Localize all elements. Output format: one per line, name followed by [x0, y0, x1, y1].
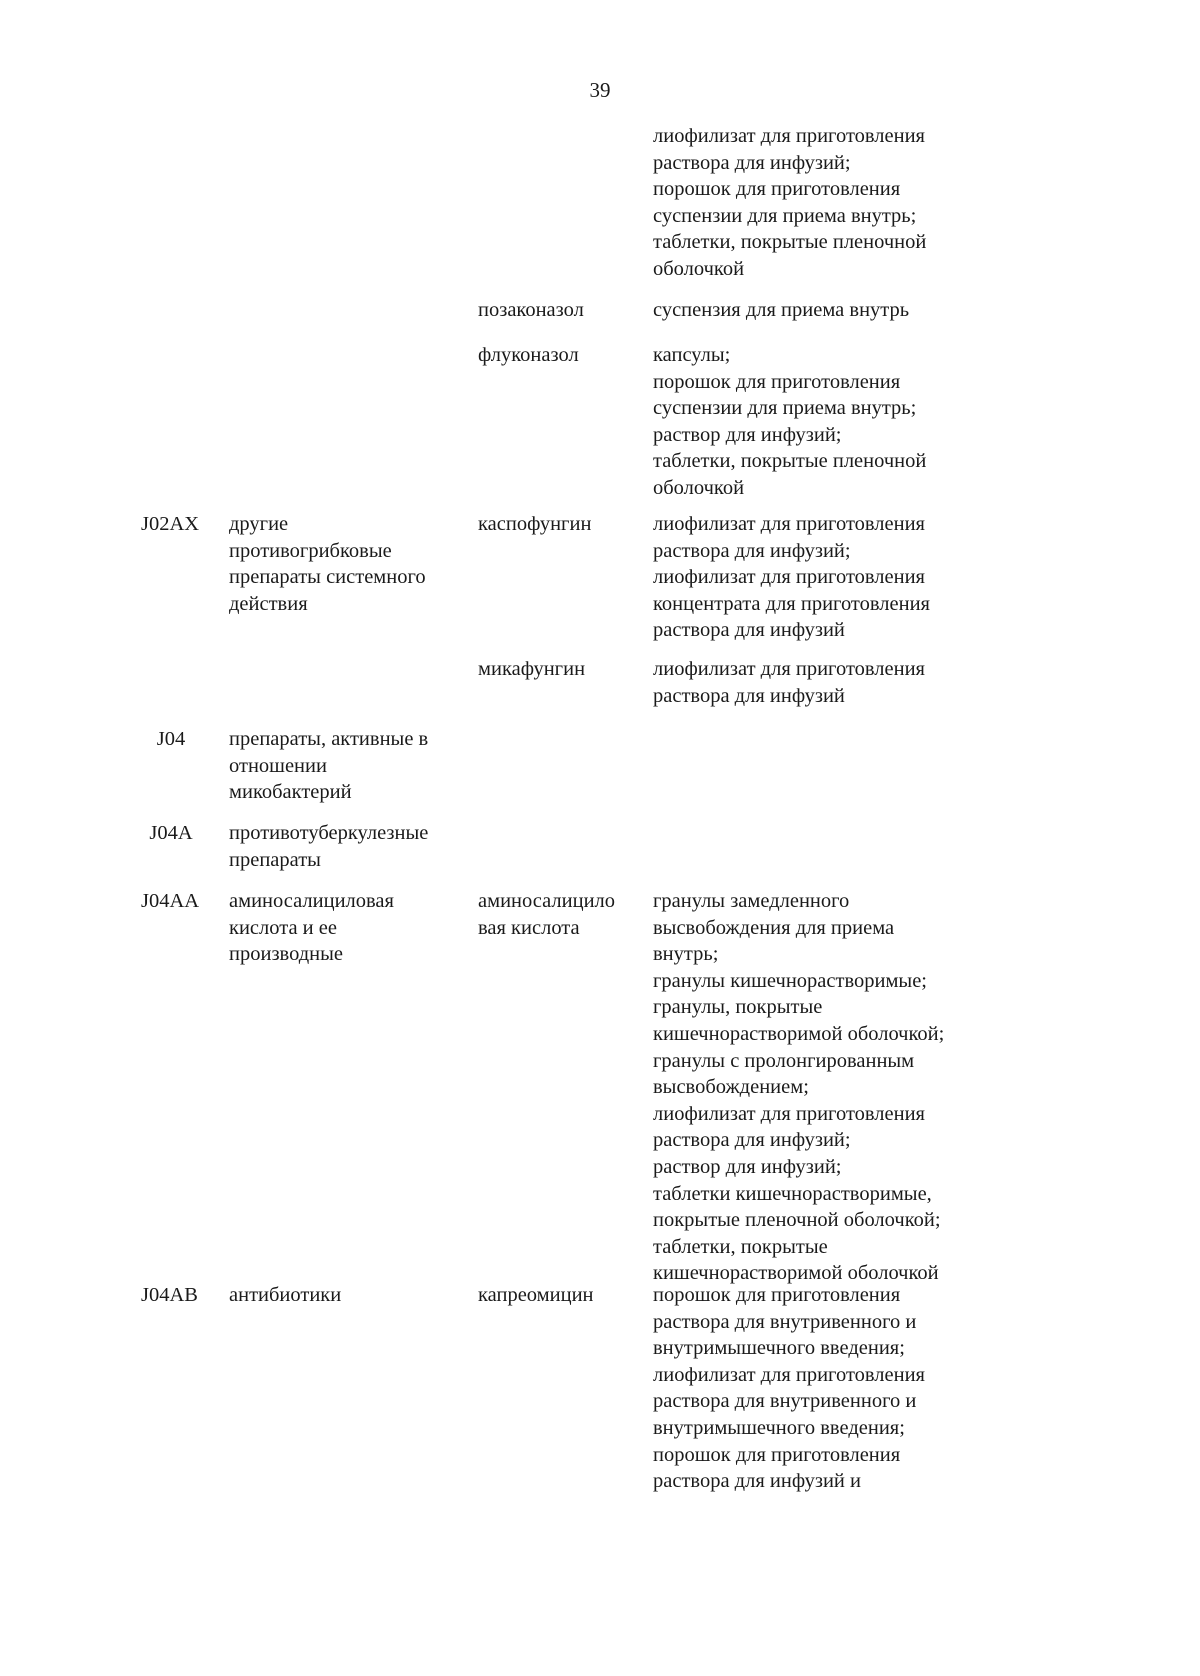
drug-name: [478, 297, 648, 324]
pharmacological-group-line: противогрибковые: [229, 539, 392, 562]
dosage-forms: [653, 511, 1093, 644]
pharmacological-group: [229, 1282, 459, 1309]
drug-name: [478, 342, 648, 369]
dosage-forms-line: раствора для инфузий;: [653, 539, 851, 562]
dosage-forms-line: порошок для приготовления: [653, 178, 901, 201]
drug-name: [478, 656, 648, 683]
dosage-forms-line: покрытые пленочной оболочкой;: [653, 1209, 941, 1232]
dosage-forms: [653, 123, 1093, 283]
drug-name-line: микафунгин: [478, 658, 586, 680]
atc-code: J02AX: [141, 513, 200, 535]
pharmacological-group: [229, 820, 459, 873]
atc-code: J04: [156, 728, 186, 750]
dosage-forms-line: лиофилизат для приготовления: [653, 125, 925, 147]
pharmacological-group-line: действия: [229, 592, 308, 615]
drug-name: [478, 888, 648, 941]
pharmacological-group-line: антибиотики: [229, 1284, 342, 1306]
dosage-forms-line: раствора для инфузий: [653, 619, 845, 642]
dosage-forms-line: гранулы кишечнорастворимые;: [653, 969, 927, 992]
dosage-forms-line: раствор для инфузий;: [653, 1155, 842, 1178]
dosage-forms-line: раствора для инфузий;: [653, 151, 851, 174]
dosage-forms-line: капсулы;: [653, 344, 731, 366]
dosage-forms-line: суспензии для приема внутрь;: [653, 204, 917, 227]
pharmacological-group: [229, 726, 459, 806]
dosage-forms-line: раствора для внутривенного и: [653, 1390, 917, 1413]
dosage-forms-line: таблетки, покрытые пленочной: [653, 450, 927, 473]
drug-name-line: аминосалицило: [478, 890, 616, 912]
atc-code: J04AB: [141, 1284, 198, 1306]
dosage-forms-line: кишечнорастворимой оболочкой;: [653, 1022, 945, 1045]
dosage-forms-line: гранулы замедленного: [653, 890, 850, 912]
dosage-forms-line: таблетки, покрытые: [653, 1235, 828, 1258]
dosage-forms-line: раствора для внутривенного и: [653, 1310, 917, 1333]
dosage-forms-line: гранулы с пролонгированным: [653, 1049, 915, 1072]
dosage-forms-line: раствора для инфузий и: [653, 1470, 861, 1493]
dosage-forms-line: раствор для инфузий;: [653, 423, 842, 446]
drug-name: [478, 511, 648, 538]
pharmacological-group: [229, 888, 459, 968]
pharmacological-group-line: препараты системного: [229, 566, 426, 589]
dosage-forms-line: концентрата для приготовления: [653, 592, 930, 615]
drug-name-line: вая кислота: [478, 916, 580, 939]
drug-name-line: флуконазол: [478, 344, 579, 366]
atc-code: J04AA: [141, 890, 200, 912]
dosage-forms: [653, 888, 1093, 1287]
pharmacological-group-line: противотуберкулезные: [229, 822, 429, 844]
pharmacological-group-line: другие: [229, 513, 289, 535]
dosage-forms-line: внутримышечного введения;: [653, 1416, 905, 1439]
drug-name-line: позаконазол: [478, 299, 584, 321]
dosage-forms-line: таблетки, покрытые пленочной: [653, 231, 927, 254]
dosage-forms-line: высвобождением;: [653, 1076, 809, 1099]
dosage-forms-line: оболочкой: [653, 476, 745, 499]
page-number: 39: [589, 78, 611, 102]
dosage-forms-line: гранулы, покрытые: [653, 996, 823, 1019]
dosage-forms-line: раствора для инфузий;: [653, 1129, 851, 1152]
drug-name-line: каспофунгин: [478, 513, 592, 535]
pharmacological-group-line: производные: [229, 943, 344, 966]
pharmacological-group-line: аминосалициловая: [229, 890, 394, 912]
drug-name: [478, 1282, 648, 1309]
dosage-forms-line: суспензии для приема внутрь;: [653, 397, 917, 420]
dosage-forms-line: суспензия для приема внутрь: [653, 299, 910, 321]
dosage-forms-line: лиофилизат для приготовления: [653, 513, 925, 535]
pharmacological-group-line: микобактерий: [229, 781, 352, 804]
dosage-forms-line: порошок для приготовления: [653, 1284, 901, 1306]
dosage-forms-line: порошок для приготовления: [653, 370, 901, 393]
dosage-forms-line: высвобождения для приема: [653, 916, 895, 939]
dosage-forms: [653, 1282, 1093, 1495]
dosage-forms-line: оболочкой: [653, 257, 745, 280]
dosage-forms: [653, 656, 1093, 709]
drug-name-line: капреомицин: [478, 1284, 594, 1306]
pharmacological-group: [229, 511, 459, 617]
pharmacological-group-line: отношении: [229, 754, 327, 777]
dosage-forms-line: лиофилизат для приготовления: [653, 658, 925, 680]
dosage-forms-line: кишечнорастворимой оболочкой: [653, 1262, 939, 1285]
dosage-forms-line: таблетки кишечнорастворимые,: [653, 1182, 932, 1205]
dosage-forms-line: внутримышечного введения;: [653, 1337, 905, 1360]
dosage-forms-line: лиофилизат для приготовления: [653, 566, 925, 589]
dosage-forms-line: лиофилизат для приготовления: [653, 1363, 925, 1386]
atc-code: J04A: [149, 822, 193, 844]
dosage-forms-line: порошок для приготовления: [653, 1443, 901, 1466]
dosage-forms-line: раствора для инфузий: [653, 684, 845, 707]
dosage-forms: [653, 297, 1093, 324]
dosage-forms-line: лиофилизат для приготовления: [653, 1102, 925, 1125]
pharmacological-group-line: препараты: [229, 848, 321, 871]
pharmacological-group-line: кислота и ее: [229, 916, 337, 939]
dosage-forms: [653, 342, 1093, 502]
dosage-forms-line: внутрь;: [653, 943, 719, 966]
pharmacological-group-line: препараты, активные в: [229, 728, 429, 750]
